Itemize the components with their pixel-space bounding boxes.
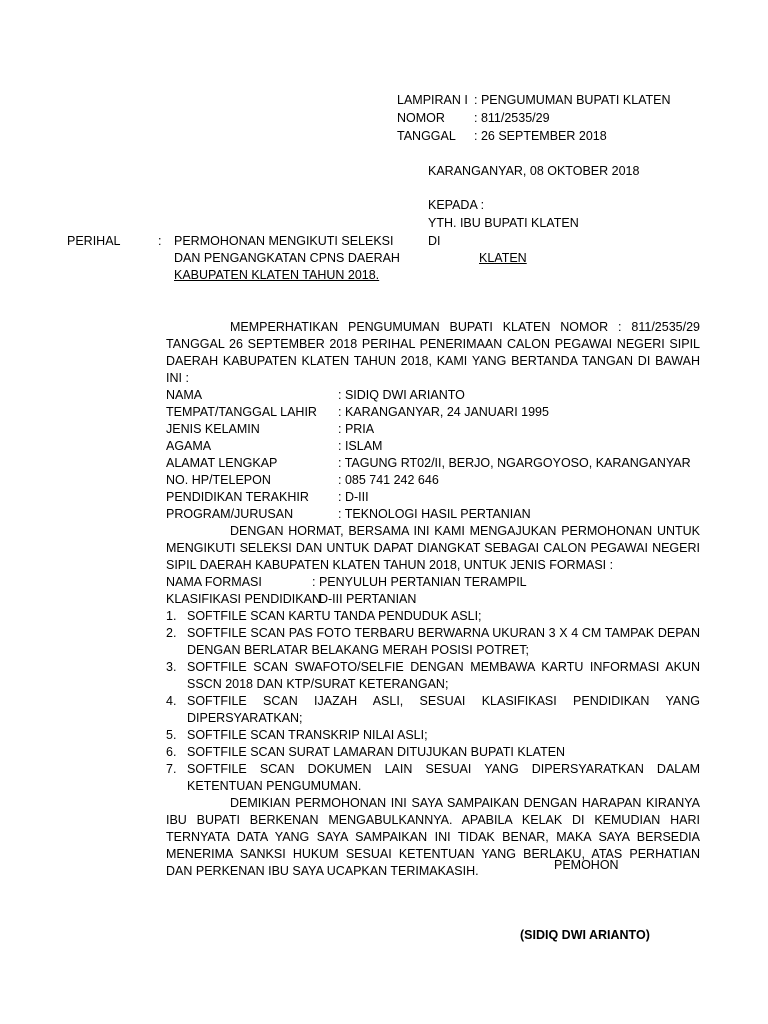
attachment-number: 3. [166,660,177,674]
recipient-di: DI [428,234,441,248]
formasi-value: : PENYULUH PERTANIAN TERAMPIL [312,575,527,589]
attachment-item [166,693,700,727]
identity-key: ALAMAT LENGKAP [166,456,278,470]
identity-value: : D-III [338,490,369,504]
identity-row [166,489,700,506]
formasi-value: : D-III PERTANIAN [312,592,417,606]
tanggal-value: : 26 SEPTEMBER 2018 [474,129,607,143]
identity-value: : SIDIQ DWI ARIANTO [338,388,465,402]
recipient-kepada: KEPADA : [428,198,485,212]
attachment-number: 5. [166,728,177,742]
formasi-row [166,574,700,591]
attachment-item [166,608,700,625]
identity-value: : ISLAM [338,439,383,453]
closing-paragraph: DEMIKIAN PERMOHONAN INI SAYA SAMPAIKAN DENGAN HARAPAN KIRANYA IBU BUPATI BERKENAN MENGABULKANNYA. APABILA KELAK DI KEMUDIAN HARI TERNYATA DATA YANG SAYA SAMPAIKAN INI TIDAK BENAR, MAKA SAYA BERSEDIA MENERIMA SANKSI HUKUM SESUAI KETENTUAN YANG BERLAKU, ATAS PERHATIAN DAN PERKENAN IBU SAYA UCAPKAN TERIMAKASIH. [166,796,700,878]
recipient-yth: YTH. IBU BUPATI KLATEN [428,216,579,230]
attachment-text: SOFTFILE SCAN IJAZAH ASLI, SESUAI KLASIFIKASI PENDIDIKAN YANG DIPERSYARATKAN; [187,694,700,725]
nomor-value: : 811/2535/29 [474,111,550,125]
intro-paragraph: MEMPERHATIKAN PENGUMUMAN BUPATI KLATEN NOMOR : 811/2535/29 TANGGAL 26 SEPTEMBER 2018 PERIHAL PENERIMAAN CALON PEGAWAI NEGERI SIPIL DAERAH KABUPATEN KLATEN TAHUN 2018, KAMI YANG BERTANDA TANGAN DI BAWAH INI : [166,320,700,385]
identity-key: TEMPAT/TANGGAL LAHIR [166,405,317,419]
perihal-line-3: KABUPATEN KLATEN TAHUN 2018. [174,268,380,282]
attachment-text: SOFTFILE SCAN TRANSKRIP NILAI ASLI; [187,728,428,742]
identity-key: JENIS KELAMIN [166,422,260,436]
letter-body [166,319,700,880]
lampiran-key: LAMPIRAN I [397,93,468,107]
nomor-key: NOMOR [397,111,445,125]
attachment-text: SOFTFILE SCAN SWAFOTO/SELFIE DENGAN MEMBAWA KARTU INFORMASI AKUN SSCN 2018 DAN KTP/SURAT KETERANGAN; [187,660,700,691]
identity-list [166,387,700,523]
attachment-number: 6. [166,745,177,759]
request-paragraph: DENGAN HORMAT, BERSAMA INI KAMI MENGAJUKAN PERMOHONAN UNTUK MENGIKUTI SELEKSI DAN UNTUK DAPAT DIANGKAT SEBAGAI CALON PEGAWAI NEGERI SIPIL DAERAH KABUPATEN KLATEN TAHUN 2018, UNTUK JENIS FORMASI : [166,524,700,572]
formasi-row [166,591,700,608]
identity-row [166,421,700,438]
perihal-label: PERIHAL [67,234,121,248]
tanggal-key: TANGGAL [397,129,456,143]
perihal-line-2: DAN PENGANGKATAN CPNS DAERAH [174,251,400,265]
formasi-key: KLASIFIKASI PENDIDIKAN [166,592,321,606]
identity-key: NO. HP/TELEPON [166,473,271,487]
place-date: KARANGANYAR, 08 OKTOBER 2018 [428,164,640,178]
identity-value: : 085 741 242 646 [338,473,439,487]
perihal-line-1: PERMOHONAN MENGIKUTI SELEKSI [174,234,394,248]
identity-row [166,506,700,523]
signature-title: PEMOHON [554,858,619,872]
attachment-item [166,659,700,693]
signature-name: (SIDIQ DWI ARIANTO) [520,928,650,942]
identity-key: AGAMA [166,439,212,453]
formasi-list [166,574,700,608]
identity-row [166,455,700,472]
lampiran-value: : PENGUMUMAN BUPATI KLATEN [474,93,671,107]
identity-value: : TEKNOLOGI HASIL PERTANIAN [338,507,531,521]
identity-row [166,472,700,489]
attachment-text: SOFTFILE SCAN DOKUMEN LAIN SESUAI YANG DIPERSYARATKAN DALAM KETENTUAN PENGUMUMAN. [187,762,700,793]
identity-key: PROGRAM/JURUSAN [166,507,294,521]
identity-row [166,387,700,404]
attachment-text: SOFTFILE SCAN KARTU TANDA PENDUDUK ASLI; [187,609,482,623]
attachment-item [166,761,700,795]
attachment-list [166,608,700,795]
identity-key: PENDIDIKAN TERAKHIR [166,490,309,504]
attachment-item [166,625,700,659]
identity-value: : KARANGANYAR, 24 JANUARI 1995 [338,405,549,419]
attachment-text: SOFTFILE SCAN PAS FOTO TERBARU BERWARNA UKURAN 3 X 4 CM TAMPAK DEPAN DENGAN BERLATAR BELAKANG MERAH POSISI POTRET; [187,626,700,657]
formasi-key: NAMA FORMASI [166,575,262,589]
identity-row [166,404,700,421]
identity-value: : PRIA [338,422,375,436]
attachment-number: 1. [166,609,177,623]
attachment-item [166,727,700,744]
perihal-colon: : [158,234,162,248]
attachment-item [166,744,700,761]
identity-value: : TAGUNG RT02/II, BERJO, NGARGOYOSO, KARANGANYAR [338,456,691,470]
recipient-city: KLATEN [479,251,527,265]
attachment-number: 4. [166,694,177,708]
identity-row [166,438,700,455]
attachment-number: 7. [166,762,177,776]
attachment-number: 2. [166,626,177,640]
attachment-text: SOFTFILE SCAN SURAT LAMARAN DITUJUKAN BUPATI KLATEN [187,745,566,759]
identity-key: NAMA [166,388,203,402]
